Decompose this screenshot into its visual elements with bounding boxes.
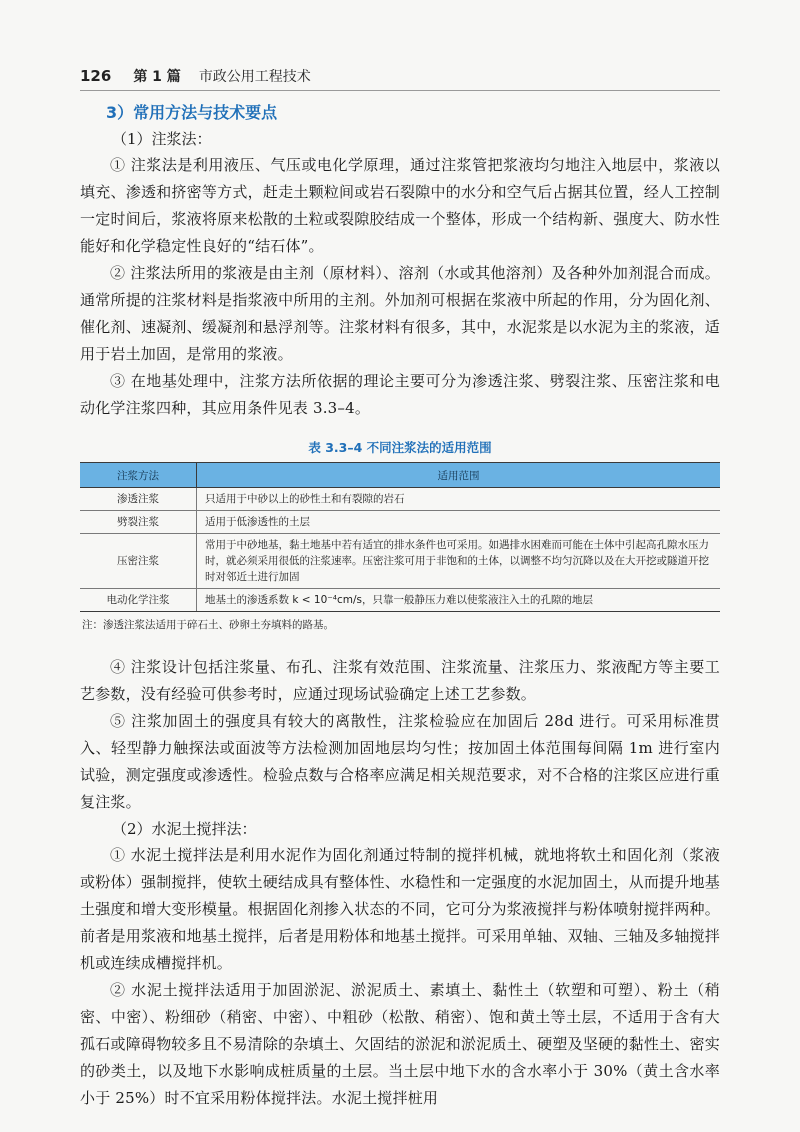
subheading-grouting: （1）注浆法： <box>112 130 212 148</box>
paragraph-1: ① 注浆法是利用液压、气压或电化学原理，通过注浆管把浆液均匀地注入地层中，浆液以填充、渗透和挤密等方式，赶走土颗粒间或岩石裂隙中的水分和空气后占据其位置，经人工控制一定时间后，浆液将原来松散的土粒或裂隙胶结成一个整体，形成一个结构新、强度大、防水性能好和化学稳定性良好的“结石体”。 <box>80 156 720 255</box>
table-note: 注：渗透注浆法适用于碎石土、砂卵土夯填料的路基。 <box>82 619 334 631</box>
table-row <box>80 589 720 612</box>
table-cell-method: 电动化学注浆 <box>80 589 197 612</box>
grouting-methods-table <box>80 462 720 612</box>
table-cell-scope: 地基土的渗透系数 k < 10⁻⁴cm/s，只靠一般静压力难以使浆液注入土的孔隙的地层 <box>197 589 721 612</box>
page-number: 126 <box>80 67 112 85</box>
header-divider <box>80 90 720 91</box>
table-row <box>80 511 720 534</box>
table-title: 表 3.3–4 不同注浆法的适用范围 <box>308 440 492 455</box>
table-row <box>80 534 720 589</box>
page-content <box>80 98 720 1112</box>
book-title: 市政公用工程技术 <box>198 69 311 85</box>
table-cell-method: 压密注浆 <box>80 534 197 589</box>
paragraph-5: ⑤ 注浆加固土的强度具有较大的离散性，注浆检验应在加固后 28d 进行。可采用标准贯入、轻型静力触探法或面波等方法检测加固地层均匀性；按加固土体范围每间隔 1m 进行室内试验，测定强度或渗透性。检验点数与合格率应满足相关规范要求，对不合格的注浆区应进行重复注浆。 <box>80 712 720 811</box>
table-cell-method: 劈裂注浆 <box>80 511 197 534</box>
table-cell-scope: 适用于低渗透性的土层 <box>197 511 721 534</box>
paragraph-4: ④ 注浆设计包括注浆量、布孔、注浆有效范围、注浆流量、注浆压力、浆液配方等主要工艺参数，没有经验可供参考时，应通过现场试验确定上述工艺参数。 <box>80 658 720 703</box>
table-header-row <box>80 463 720 488</box>
paragraph-7: ② 水泥土搅拌法适用于加固淤泥、淤泥质土、素填土、黏性土（软塑和可塑）、粉土（稍密、中密）、粉细砂（稍密、中密）、中粗砂（松散、稍密）、饱和黄土等土层，不适用于含有大孤石或障碍物较多且不易清除的杂填土、欠固结的淤泥和淤泥质土、硬塑及坚硬的黏性土、密实的砂类土，以及地下水影响成桩质量的土层。当土层中地下水的含水率小于 30%（黄土含水率小于 25%）时不宜采用粉体搅拌法。水泥土搅拌桩用 <box>80 981 720 1107</box>
table-cell-scope: 常用于中砂地基，黏土地基中若有适宜的排水条件也可采用。如遇排水困难而可能在土体中引起高孔隙水压力时，就必须采用很低的注浆速率。压密注浆可用于非饱和的土体，以调整不均匀沉降以及在大开挖或隧道开挖时对邻近土进行加固 <box>197 534 721 589</box>
table-cell-scope: 只适用于中砂以上的砂性土和有裂隙的岩石 <box>197 488 721 511</box>
part-label: 第 1 篇 <box>133 69 181 85</box>
table-header-method: 注浆方法 <box>80 463 197 488</box>
subheading-cement-mixing: （2）水泥土搅拌法： <box>112 820 257 838</box>
page-header <box>80 66 720 88</box>
paragraph-3: ③ 在地基处理中，注浆方法所依据的理论主要可分为渗透注浆、劈裂注浆、压密注浆和电动化学注浆四种，其应用条件见表 3.3–4。 <box>80 372 720 417</box>
table-cell-method: 渗透注浆 <box>80 488 197 511</box>
table-header-scope: 适用范围 <box>197 463 721 488</box>
section-heading: 3）常用方法与技术要点 <box>106 103 278 122</box>
paragraph-6: ① 水泥土搅拌法是利用水泥作为固化剂通过特制的搅拌机械，就地将软土和固化剂（浆液或粉体）强制搅拌，使软土硬结成具有整体性、水稳性和一定强度的水泥加固土，从而提升地基土强度和增大变形模量。根据固化剂掺入状态的不同，它可分为浆液搅拌与粉体喷射搅拌两种。前者是用浆液和地基土搅拌，后者是用粉体和地基土搅拌。可采用单轴、双轴、三轴及多轴搅拌机或连续成槽搅拌机。 <box>80 846 720 972</box>
table-row <box>80 488 720 511</box>
paragraph-2: ② 注浆法所用的浆液是由主剂（原材料）、溶剂（水或其他溶剂）及各种外加剂混合而成。通常所提的注浆材料是指浆液中所用的主剂。外加剂可根据在浆液中所起的作用，分为固化剂、催化剂、速凝剂、缓凝剂和悬浮剂等。注浆材料有很多，其中，水泥浆是以水泥为主的浆液，适用于岩土加固，是常用的浆液。 <box>80 264 720 363</box>
